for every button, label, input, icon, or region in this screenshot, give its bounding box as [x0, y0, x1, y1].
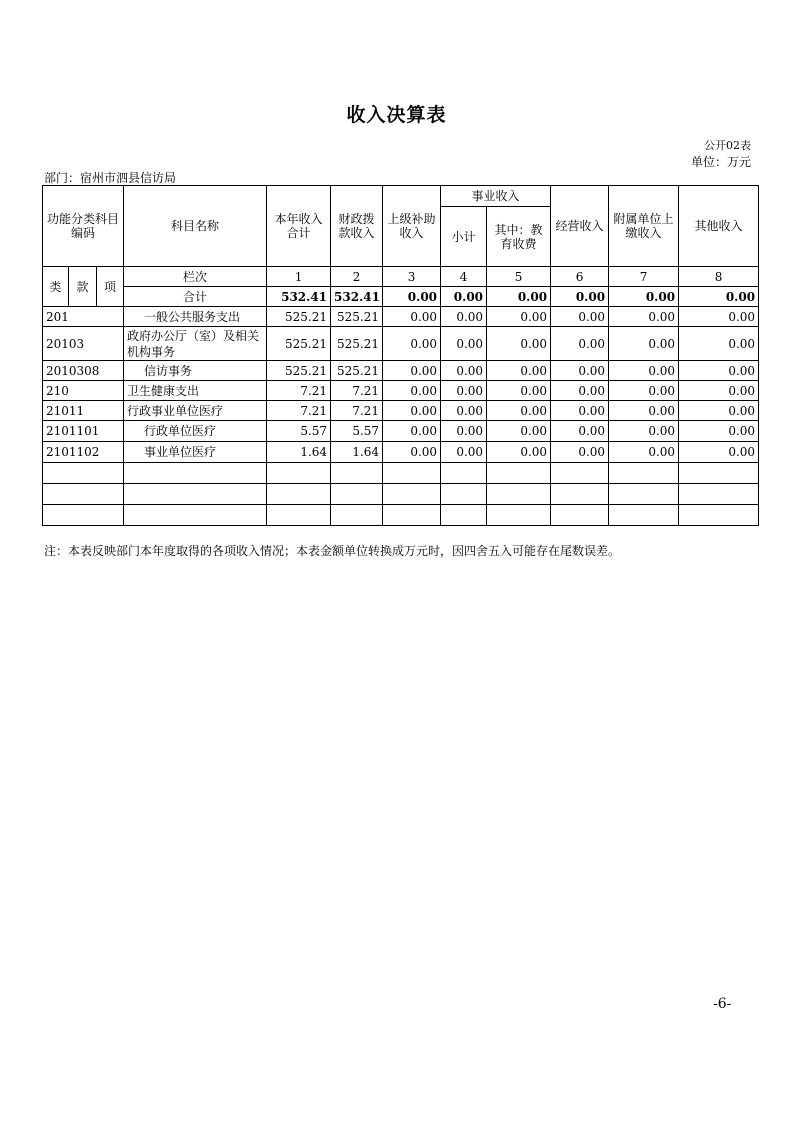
header-code: 功能分类科目编码: [43, 186, 124, 267]
column-number: 3: [383, 267, 441, 287]
row-value: 1.64: [331, 442, 383, 463]
row-value: 0.00: [609, 327, 679, 361]
row-value: 0.00: [679, 442, 759, 463]
header-fiscal: 财政拨款收入: [331, 186, 383, 267]
row-value: 0.00: [679, 381, 759, 401]
row-value: 0.00: [383, 401, 441, 421]
row-value: 1.64: [267, 442, 331, 463]
table-row: [43, 361, 759, 381]
total-cell: 0.00: [551, 287, 609, 307]
row-name: 一般公共服务支出: [124, 307, 267, 327]
row-value: 0.00: [679, 327, 759, 361]
row-value: 5.57: [331, 421, 383, 442]
form-code: 公开02表: [704, 139, 751, 152]
row-value: 0.00: [441, 442, 487, 463]
table-row: [43, 421, 759, 442]
row-value: 0.00: [487, 442, 551, 463]
row-name: 卫生健康支出: [124, 381, 267, 401]
row-value: 0.00: [383, 327, 441, 361]
table-row: [43, 307, 759, 327]
row-value: 0.00: [551, 421, 609, 442]
header-subtotal: 小计: [441, 207, 487, 267]
empty-row: [43, 484, 759, 505]
table-row: [43, 327, 759, 361]
row-value: 0.00: [609, 421, 679, 442]
row-value: 0.00: [383, 442, 441, 463]
total-cell: 0.00: [441, 287, 487, 307]
row-code: 2101101: [43, 421, 124, 442]
row-name: 事业单位医疗: [124, 442, 267, 463]
row-value: 0.00: [487, 307, 551, 327]
column-number: 6: [551, 267, 609, 287]
empty-row: [43, 463, 759, 484]
row-value: 0.00: [487, 361, 551, 381]
row-value: 0.00: [609, 361, 679, 381]
row-code: 210: [43, 381, 124, 401]
column-number: 4: [441, 267, 487, 287]
row-value: 525.21: [267, 361, 331, 381]
header-superior: 上级补助收入: [383, 186, 441, 267]
row-value: 0.00: [383, 381, 441, 401]
row-value: 0.00: [487, 381, 551, 401]
row-code: 2010308: [43, 361, 124, 381]
row-value: 0.00: [679, 307, 759, 327]
row-value: 7.21: [267, 401, 331, 421]
total-cell: 0.00: [679, 287, 759, 307]
row-value: 0.00: [441, 307, 487, 327]
row-value: 0.00: [551, 442, 609, 463]
page-title: 收入决算表: [346, 104, 447, 126]
empty-row: [43, 505, 759, 526]
table-row: [43, 442, 759, 463]
table-note: 注：本表反映部门本年度取得的各项收入情况；本表金额单位转换成万元时，因四舍五入可能存在尾数误差。: [44, 544, 621, 558]
row-value: 0.00: [679, 421, 759, 442]
row-name: 政府办公厅（室）及相关机构事务: [124, 327, 267, 361]
row-name: 信访事务: [124, 361, 267, 381]
column-number: 5: [487, 267, 551, 287]
row-value: 7.21: [331, 401, 383, 421]
row-value: 0.00: [487, 421, 551, 442]
row-value: 0.00: [487, 327, 551, 361]
row-value: 0.00: [679, 361, 759, 381]
row-value: 0.00: [441, 381, 487, 401]
row-value: 0.00: [609, 381, 679, 401]
row-value: 0.00: [383, 421, 441, 442]
table-row: [43, 381, 759, 401]
unit-label: 单位：万元: [690, 155, 751, 169]
row-name: 行政事业单位医疗: [124, 401, 267, 421]
row-value: 0.00: [551, 401, 609, 421]
header-lanci: 栏次: [124, 267, 267, 287]
header-affiliated: 附属单位上缴收入: [609, 186, 679, 267]
row-value: 0.00: [383, 361, 441, 381]
header-operation: 经营收入: [551, 186, 609, 267]
row-value: 0.00: [551, 307, 609, 327]
column-number: 1: [267, 267, 331, 287]
total-cell: 0.00: [487, 287, 551, 307]
header-business: 事业收入: [441, 186, 551, 207]
header-xiang: 项: [97, 267, 124, 307]
department-label: 部门：宿州市泗县信访局: [44, 171, 177, 185]
row-code: 201: [43, 307, 124, 327]
column-number: 8: [679, 267, 759, 287]
row-value: 0.00: [441, 421, 487, 442]
row-value: 525.21: [331, 361, 383, 381]
row-value: 525.21: [331, 307, 383, 327]
total-cell: 532.41: [267, 287, 331, 307]
row-value: 0.00: [609, 442, 679, 463]
row-value: 0.00: [609, 307, 679, 327]
row-value: 5.57: [267, 421, 331, 442]
column-number: 2: [331, 267, 383, 287]
row-value: 0.00: [551, 381, 609, 401]
header-other: 其他收入: [679, 186, 759, 267]
row-value: 0.00: [383, 307, 441, 327]
row-value: 0.00: [441, 401, 487, 421]
header-lei: 类: [43, 267, 69, 307]
income-table: [42, 185, 759, 526]
row-code: 21011: [43, 401, 124, 421]
column-number: 7: [609, 267, 679, 287]
row-name: 行政单位医疗: [124, 421, 267, 442]
total-cell: 0.00: [609, 287, 679, 307]
row-value: 0.00: [551, 361, 609, 381]
row-value: 525.21: [267, 307, 331, 327]
header-heji: 合计: [124, 287, 267, 307]
header-total: 本年收入合计: [267, 186, 331, 267]
row-value: 0.00: [609, 401, 679, 421]
table-row: [43, 401, 759, 421]
row-code: 2101102: [43, 442, 124, 463]
total-cell: 0.00: [383, 287, 441, 307]
row-value: 0.00: [551, 327, 609, 361]
row-value: 525.21: [331, 327, 383, 361]
row-code: 20103: [43, 327, 124, 361]
row-value: 7.21: [331, 381, 383, 401]
page-number: -6-: [713, 996, 732, 1012]
total-cell: 532.41: [331, 287, 383, 307]
row-value: 0.00: [441, 327, 487, 361]
row-value: 525.21: [267, 327, 331, 361]
header-kuan: 款: [69, 267, 97, 307]
row-value: 0.00: [487, 401, 551, 421]
header-name: 科目名称: [124, 186, 267, 267]
row-value: 0.00: [441, 361, 487, 381]
header-education: 其中：教育收费: [487, 207, 551, 267]
row-value: 7.21: [267, 381, 331, 401]
row-value: 0.00: [679, 401, 759, 421]
